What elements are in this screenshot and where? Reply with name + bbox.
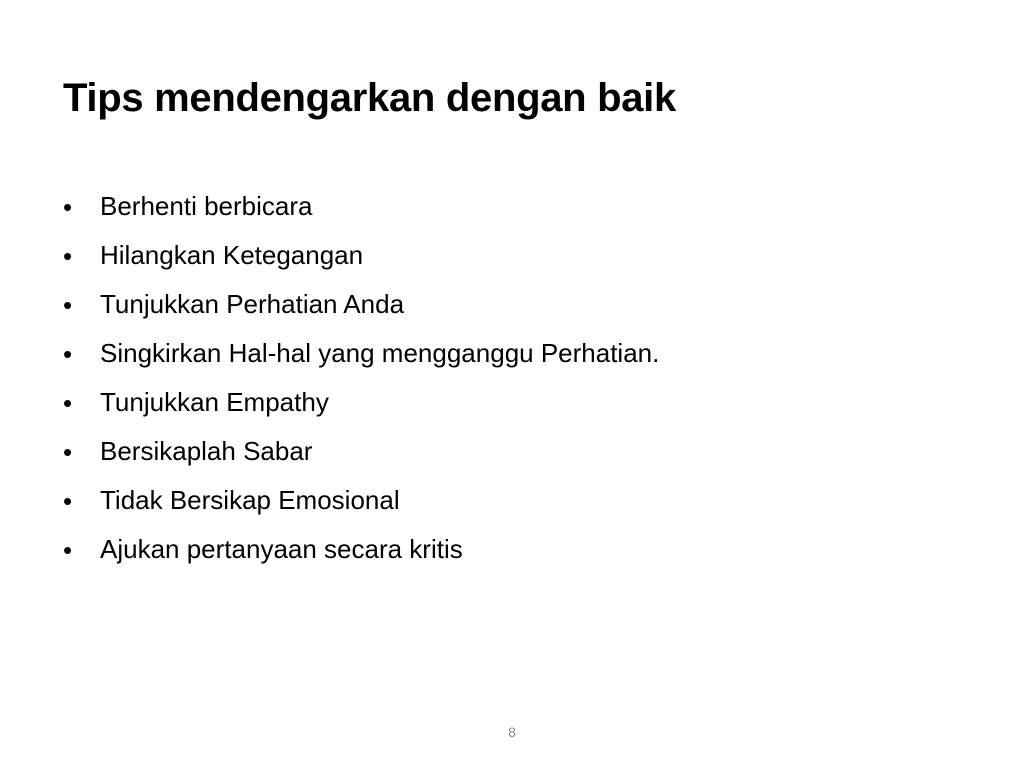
bullet-icon: •: [63, 534, 73, 565]
bullet-item: [63, 525, 659, 574]
bullet-icon: •: [63, 338, 73, 369]
bullet-icon: •: [63, 485, 73, 516]
bullet-item: [63, 329, 659, 378]
bullet-list: [63, 182, 659, 574]
bullet-text: Tunjukkan Perhatian Anda: [100, 289, 405, 319]
bullet-icon: •: [63, 436, 73, 467]
bullet-item: [63, 182, 659, 231]
slide-title: Tips mendengarkan dengan baik: [63, 76, 676, 120]
bullet-item: [63, 280, 659, 329]
bullet-icon: •: [63, 191, 73, 222]
bullet-icon: •: [63, 387, 73, 418]
bullet-text: Bersikaplah Sabar: [100, 436, 313, 466]
bullet-text: Ajukan pertanyaan secara kritis: [100, 534, 463, 564]
bullet-icon: •: [63, 240, 73, 271]
bullet-text: Hilangkan Ketegangan: [100, 240, 364, 270]
bullet-item: [63, 427, 659, 476]
bullet-item: [63, 378, 659, 427]
bullet-item: [63, 231, 659, 280]
bullet-text: Singkirkan Hal-hal yang mengganggu Perhatian.: [100, 338, 660, 368]
page-number: 8: [508, 724, 516, 740]
bullet-text: Tunjukkan Empathy: [100, 387, 329, 417]
bullet-text: Berhenti berbicara: [100, 191, 313, 221]
bullet-icon: •: [63, 289, 73, 320]
bullet-item: [63, 476, 659, 525]
bullet-text: Tidak Bersikap Emosional: [100, 485, 400, 515]
